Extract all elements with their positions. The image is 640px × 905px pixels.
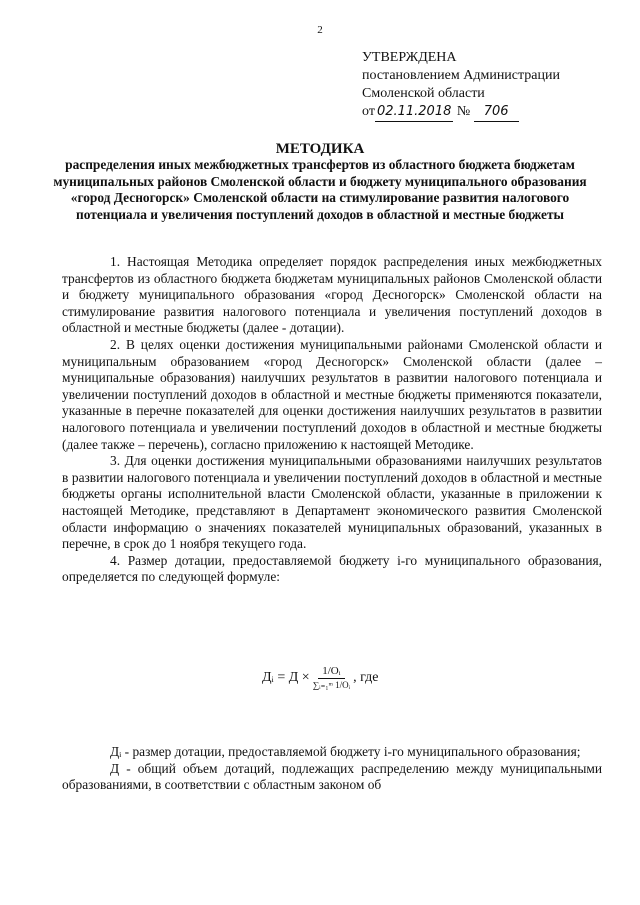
paragraph-2: 2. В целях оценки достижения муниципальными районами Смоленской области и муниципальным образованием «город Десногорск» Смоленской области (далее – муниципальные образования) наилучших результатов в развитии налогового потенциала и увеличении поступлений доходов в областной и местные бюджеты применяются показатели, указанные в перечне показателей для оценки достижения наилучших результатов в развитии налогового потенциала и увеличении поступлений доходов в областной и местные бюджеты (далее также – перечень), согласно приложению к настоящей Методике. <box>62 336 602 452</box>
paragraph-4: 4. Размер дотации, предоставляемой бюджету i-го муниципального образования, определяется по следующей формуле: <box>62 552 602 585</box>
paragraph-1: 1. Настоящая Методика определяет порядок распределения иных межбюджетных трансфертов из областного бюджета бюджетам муниципальных районов Смоленской области и бюджету муниципального образования «город Десногорск» Смоленской области на стимулирование развития налогового потенциала и увеличения поступлений доходов в областной и местные бюджеты (далее - дотации). <box>62 254 602 336</box>
formula-numerator: 1/Оᵢ <box>318 665 344 679</box>
approval-authority: постановлением Администрации <box>362 68 560 83</box>
paragraph-3: 3. Для оценки достижения муниципальными образованиями наилучших результатов в развитии налогового потенциала и увеличении поступлений доходов в областной и местные бюджеты органы исполнительной власти Смоленской области, указанные в приложении к настоящей Методике, представляют в Департамент экономического развития Смоленской области информацию о значениях показателей муниципальных образований, указанных в перечне, в срок до 1 ноября текущего года. <box>62 453 602 552</box>
approval-from-label: от <box>362 104 375 119</box>
approval-date: 02.11.2018 <box>375 103 453 122</box>
formula-fraction <box>313 665 350 691</box>
approval-number: 706 <box>474 103 519 122</box>
approval-block <box>362 49 560 122</box>
definitions-block <box>62 744 602 794</box>
formula-lhs: Дᵢ = Д × <box>262 670 310 685</box>
formula-denominator: ∑ᵢ₌₁ᵐ 1/Оᵢ <box>312 680 351 690</box>
approval-date-line <box>362 103 560 122</box>
document-body <box>62 254 602 586</box>
formula-suffix: , где <box>353 670 379 685</box>
page-number: 2 <box>317 24 323 36</box>
approval-number-sign: № <box>456 104 471 119</box>
approval-region: Смоленской области <box>362 86 485 101</box>
definition-d: Д - общий объем дотаций, подлежащих распределению между муниципальными образованиями, в соответствии с областным законом об <box>62 760 602 793</box>
dotation-formula <box>262 665 378 691</box>
document-title: МЕТОДИКА <box>275 141 365 157</box>
definition-di: Дᵢ - размер дотации, предоставляемой бюджету i-го муниципального образования; <box>110 744 581 759</box>
approval-heading: УТВЕРЖДЕНА <box>362 50 457 65</box>
document-subtitle: распределения иных межбюджетных трансфертов из областного бюджета бюджетам муниципальных районов Смоленской области и бюджету муниципального образования «город Десногорск» Смоленской области на стимулирование развития налогового потенциала и увеличения поступлений доходов в областной и местные бюджеты <box>53 157 587 222</box>
